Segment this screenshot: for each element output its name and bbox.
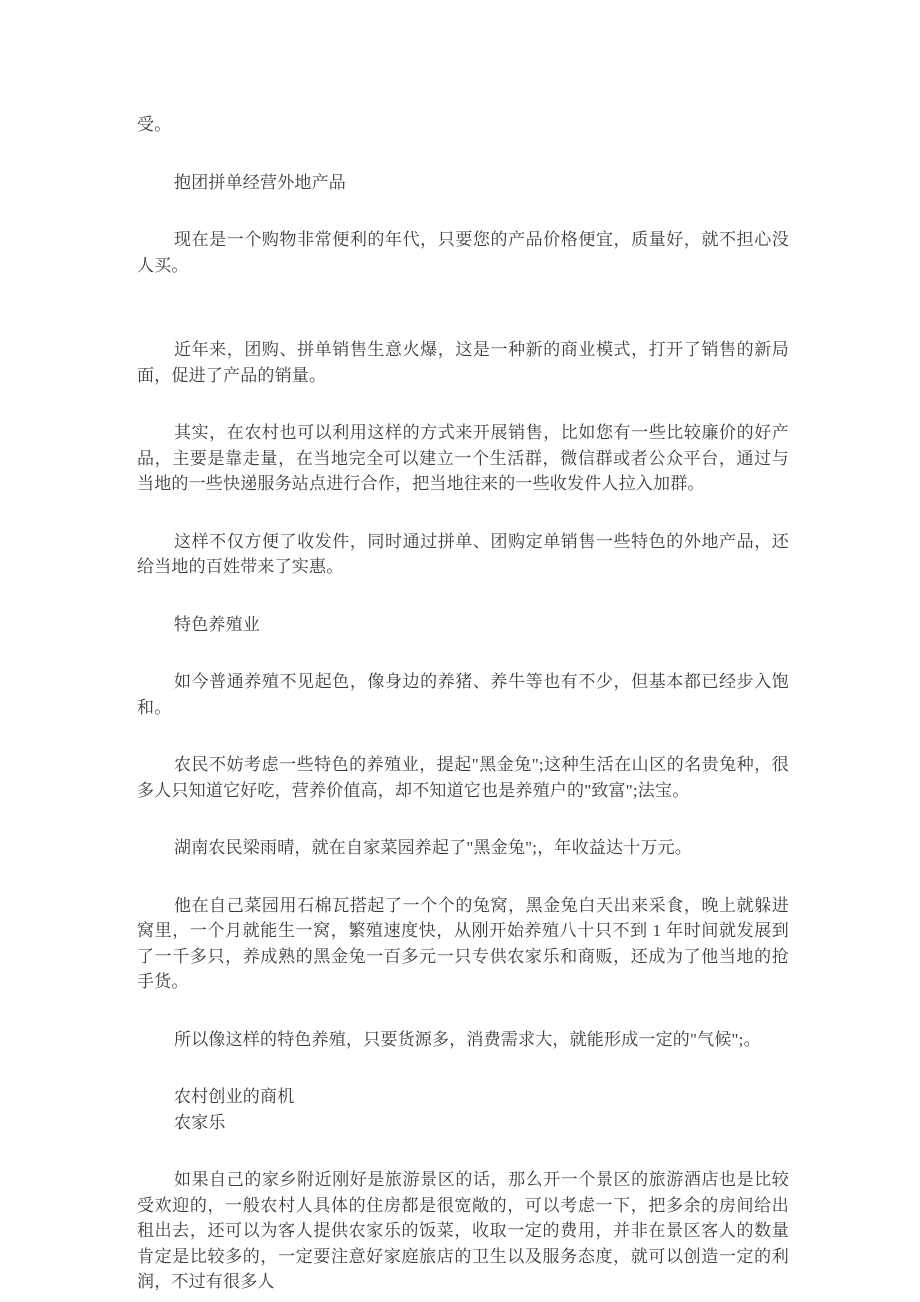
paragraph: 近年来，团购、拼单销售生意火爆，这是一种新的商业模式，打开了销售的新局面，促进了产品的销量。 xyxy=(137,340,789,385)
paragraph: 抱团拼单经营外地产品 xyxy=(174,172,346,192)
paragraph: 农家乐 xyxy=(174,1112,226,1132)
paragraph: 受。 xyxy=(137,115,172,134)
paragraph: 农民不妨考虑一些特色的养殖业，提起"黑金兔";这种生活在山区的名贵兔种，很多人只知道它好吃，营养价值高，却不知道它也是养殖户的"致富";法宝。 xyxy=(137,755,789,800)
paragraph: 这样不仅方便了收发件，同时通过拼单、团购定单销售一些特色的外地产品，还给当地的百姓带来了实惠。 xyxy=(137,531,789,576)
paragraph: 如果自己的家乡附近刚好是旅游景区的话，那么开一个景区的旅游酒店也是比较受欢迎的，一般农村人具体的住房都是很宽敞的，可以考虑一下，把多余的房间给出租出去，还可以为客人提供农家乐的饭菜，收取一定的费用，并非在景区客人的数量肯定是比较多的，一定要注意好家庭旅店的卫生以及服务态度，就可以创造一定的利润，不过有很多人 xyxy=(137,1170,789,1291)
paragraph: 所以像这样的特色养殖，只要货源多，消费需求大，就能形成一定的"气候";。 xyxy=(174,1029,761,1049)
paragraph: 其实，在农村也可以利用这样的方式来开展销售，比如您有一些比较廉价的好产品，主要是靠走量，在当地完全可以建立一个生活群，微信群或者公众平台，通过与当地的一些快递服务站点进行合作，把当地往来的一些收发件人拉入加群。 xyxy=(137,423,789,493)
paragraph: 特色养殖业 xyxy=(174,614,260,634)
paragraph: 农村创业的商机 xyxy=(174,1087,295,1106)
paragraph: 现在是一个购物非常便利的年代，只要您的产品价格便宜，质量好，就不担心没人买。 xyxy=(137,230,789,275)
paragraph: 如今普通养殖不见起色，像身边的养猪、养牛等也有不少，但基本都已经步入饱和。 xyxy=(137,672,789,717)
paragraph: 湖南农民梁雨晴，就在自家菜园养起了"黑金兔";，年收益达十万元。 xyxy=(174,838,693,857)
paragraph: 他在自己菜园用石棉瓦搭起了一个个的兔窝，黑金兔白天出来采食，晚上就躲进窝里，一个月就能生一窝，繁殖速度快，从刚开始养殖八十只不到 1 年时间就发展到了一千多只，养成熟的黑金兔一百多元一只专供农家乐和商贩，还成为了他当地的抢手货。 xyxy=(137,895,789,991)
document-body xyxy=(137,112,789,1295)
